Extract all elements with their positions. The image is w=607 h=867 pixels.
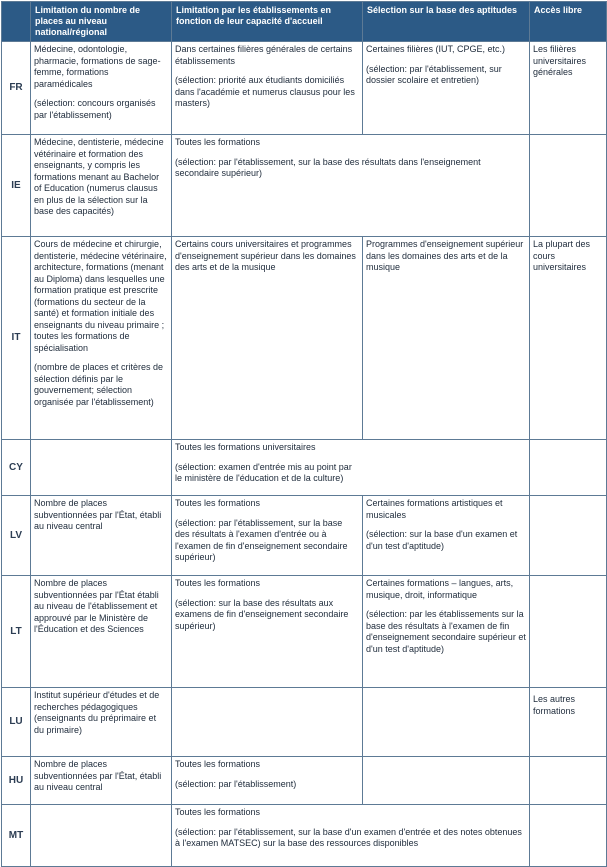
cell-institution-and-aptitude (172, 135, 530, 237)
cell-text: La plupart des cours universitaires (533, 239, 591, 272)
cell-text: Nombre de places subventionnées par l'État, établi au niveau central (34, 759, 162, 792)
cell-text: Certaines formations – langues, arts, musique, droit, informatique (366, 578, 514, 600)
cell-note: (nombre de places et critères de sélection définis par le gouvernement; sélection organisée par l'établissement) (34, 362, 164, 407)
cell-open-access (530, 496, 607, 576)
cell-note: (sélection: concours organisés par l'établissement) (34, 98, 156, 120)
cell-text: Toutes les formations (175, 759, 261, 769)
table-row (2, 440, 607, 496)
cell-institution-and-aptitude (172, 440, 530, 496)
cell-text: Les filières universitaires générales (533, 44, 587, 77)
table-row (2, 805, 607, 867)
cell-aptitude-selection (363, 576, 530, 688)
table-row (2, 688, 607, 757)
cell-text: Toutes les formations (175, 498, 261, 508)
cell-national-limit (31, 688, 172, 757)
cell-text: Certains cours universitaires et programmes d'enseignement supérieur dans les domaines des arts et de la musique (175, 239, 356, 272)
cell-note: (sélection: par les établissements sur la base des résultats à l'examen de fin d'enseignement secondaire supérieur et d'un test d'aptitude) (366, 609, 526, 654)
header-corner (2, 2, 31, 42)
cell-aptitude-selection (363, 42, 530, 135)
cell-open-access (530, 576, 607, 688)
cell-open-access (530, 237, 607, 440)
cell-national-limit (31, 42, 172, 135)
cell-national-limit (31, 757, 172, 805)
table-row (2, 496, 607, 576)
header-aptitude-selection: Sélection sur la base des aptitudes (363, 2, 530, 42)
cell-aptitude-selection (363, 688, 530, 757)
cell-open-access (530, 135, 607, 237)
table-row (2, 576, 607, 688)
cell-note: (sélection: sur la base des résultats aux examens de fin d'enseignement secondaire supérieur) (175, 597, 349, 631)
cell-text: Toutes les formations (175, 807, 261, 817)
cell-national-limit (31, 496, 172, 576)
cell-note: (sélection: par l'établissement, sur la base des résultats dans l'enseignement secondaire supérieur) (175, 156, 481, 178)
cell-aptitude-selection (363, 496, 530, 576)
cell-text: Cours de médecine et chirurgie, dentisterie, médecine vétérinaire, architecture, formations (menant au Diploma) dans lesquelles une formation pratique est prescrite (formations du secteur de la santé) et formation initiale des enseignants du niveau primaire ; toutes les formations de spécialisation (34, 239, 167, 353)
cell-text: Programmes d'enseignement supérieur dans les domaines des arts et de la musique (366, 239, 524, 272)
country-code: IT (2, 237, 31, 440)
cell-national-limit (31, 440, 172, 496)
header-institution-limit: Limitation par les établissements en fonction de leur capacité d'accueil (172, 2, 363, 42)
cell-national-limit (31, 576, 172, 688)
table-row (2, 757, 607, 805)
cell-text: Toutes les formations (175, 137, 261, 147)
cell-institution-limit (172, 496, 363, 576)
cell-institution-and-aptitude (172, 805, 530, 867)
table-row (2, 42, 607, 135)
cell-note: (sélection: par l'établissement, sur dossier scolaire et entretien) (366, 63, 502, 85)
cell-text: Toutes les formations (175, 578, 261, 588)
header-row (2, 2, 607, 42)
cell-institution-limit (172, 688, 363, 757)
cell-note: (sélection: priorité aux étudiants domiciliés dans l'académie et numerus clausus pour les masters) (175, 75, 355, 108)
country-code: LV (2, 496, 31, 576)
cell-text: Les autres formations (533, 694, 576, 716)
cell-note: (sélection: par l'établissement) (175, 778, 297, 789)
cell-text: Certaines filières (IUT, CPGE, etc.) (366, 44, 506, 54)
cell-note: (sélection: par l'établissement, sur la base d'un examen d'entrée et des notes obtenues à l'examen MATSEC) sur la base des ressources disponibles (175, 826, 522, 848)
country-code: LT (2, 576, 31, 688)
cell-note: (sélection: sur la base d'un examen et d'un test d'aptitude) (366, 529, 518, 551)
country-code: HU (2, 757, 31, 805)
cell-text: Médecine, odontologie, pharmacie, formations de sage-femme, formations paramédicales (34, 44, 161, 89)
cell-institution-limit (172, 757, 363, 805)
country-code: LU (2, 688, 31, 757)
cell-open-access (530, 440, 607, 496)
cell-open-access (530, 42, 607, 135)
cell-text: Médecine, dentisterie, médecine vétérinaire et formation des enseignants, y compris les formations menant au Bachelor of Education (numerus clausus en plus de la sélection sur la base des capacités) (34, 137, 164, 216)
cell-open-access (530, 757, 607, 805)
country-code: CY (2, 440, 31, 496)
admission-policies-table (1, 1, 607, 867)
header-national-limit: Limitation du nombre de places au niveau national/régional (31, 2, 172, 42)
country-code: MT (2, 805, 31, 867)
cell-text: Toutes les formations universitaires (175, 442, 316, 452)
table-row (2, 237, 607, 440)
table-row (2, 135, 607, 237)
cell-note: (sélection: par l'établissement, sur la base des résultats à l'examen d'entrée ou à l'examen de fin d'enseignement secondaire supérieur) (175, 517, 348, 562)
cell-open-access (530, 805, 607, 867)
cell-national-limit (31, 135, 172, 237)
cell-institution-limit (172, 576, 363, 688)
header-open-access: Accès libre (530, 2, 607, 42)
cell-note: (sélection: examen d'entrée mis au point par le ministère de l'éducation et de la culture) (175, 461, 352, 483)
cell-national-limit (31, 237, 172, 440)
cell-text: Nombre de places subventionnées par l'État, établi au niveau central (34, 498, 162, 531)
cell-text: Institut supérieur d'études et de recherches pédagogiques (enseignants du préprimaire et du primaire) (34, 690, 160, 735)
cell-aptitude-selection (363, 757, 530, 805)
cell-national-limit (31, 805, 172, 867)
country-code: FR (2, 42, 31, 135)
cell-open-access (530, 688, 607, 757)
cell-text: Dans certaines filières générales de certains établissements (175, 44, 353, 66)
cell-text: Nombre de places subventionnées par l'État établi au niveau de l'établissement et approuvé par le Ministère de l'Éducation et des Sciences (34, 578, 159, 634)
cell-aptitude-selection (363, 237, 530, 440)
country-code: IE (2, 135, 31, 237)
cell-text: Certaines formations artistiques et musicales (366, 498, 503, 520)
cell-institution-limit (172, 237, 363, 440)
cell-institution-limit (172, 42, 363, 135)
